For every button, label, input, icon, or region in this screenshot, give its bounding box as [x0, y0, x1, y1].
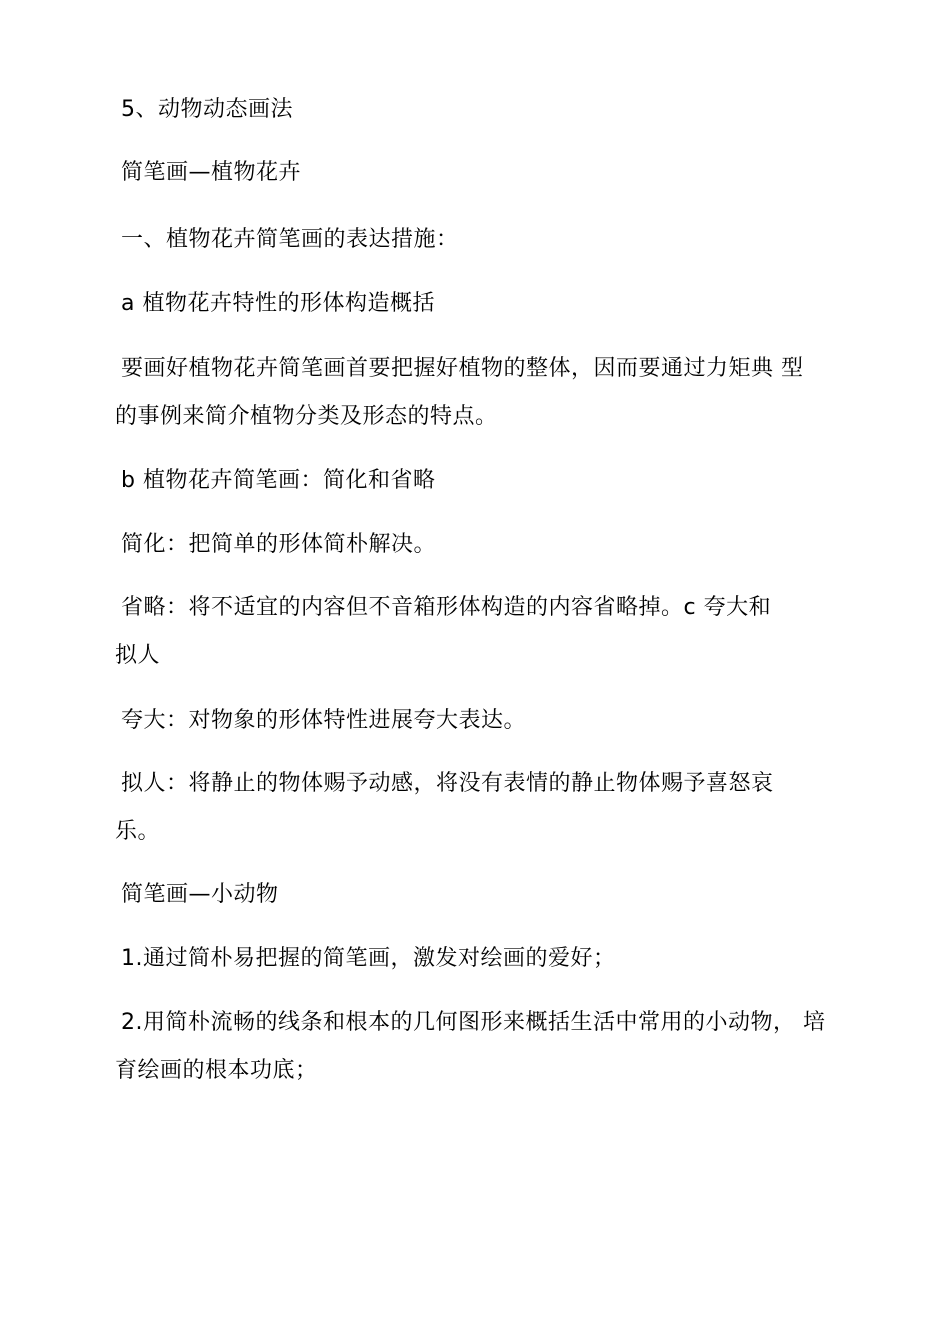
heading-animal-dynamic: 5、动物动态画法 [121, 97, 293, 122]
paragraph-exaggerate: 夸大：对物象的形体特性进展夸大表达。 [121, 708, 527, 733]
paragraph-line: 育绘画的根本功底； [115, 1058, 318, 1083]
heading-plant-flowers: 简笔画—植物花卉 [121, 160, 302, 185]
paragraph-line: 要画好植物花卉简笔画首要把握好植物的整体，因而要通过力矩典 型 [121, 356, 804, 381]
paragraph-line: 的事例来简介植物分类及形态的特点。 [115, 404, 498, 429]
heading-small-animals: 简笔画—小动物 [121, 882, 279, 907]
section-heading-methods: 一、植物花卉简笔画的表达措施： [121, 227, 459, 252]
paragraph-line: 拟人 [115, 643, 161, 668]
list-item-2: 2.用简朴流畅的线条和根本的几何图形来概括生活中常用的小动物， 培 [121, 1010, 826, 1035]
paragraph-simplify: 简化：把简单的形体简朴解决。 [121, 532, 437, 557]
paragraph-line: 乐。 [115, 819, 161, 844]
subheading-b: b 植物花卉简笔画：简化和省略 [121, 468, 436, 493]
paragraph-personify: 拟人：将静止的物体赐予动感，将没有表情的静止物体赐予喜怒哀 [121, 771, 774, 796]
subheading-a: a 植物花卉特性的形体构造概括 [121, 291, 435, 316]
list-item-1: 1.通过简朴易把握的简笔画，激发对绘画的爱好； [121, 946, 616, 971]
paragraph-omit: 省略：将不适宜的内容但不音箱形体构造的内容省略掉。c 夸大和 [121, 595, 772, 620]
